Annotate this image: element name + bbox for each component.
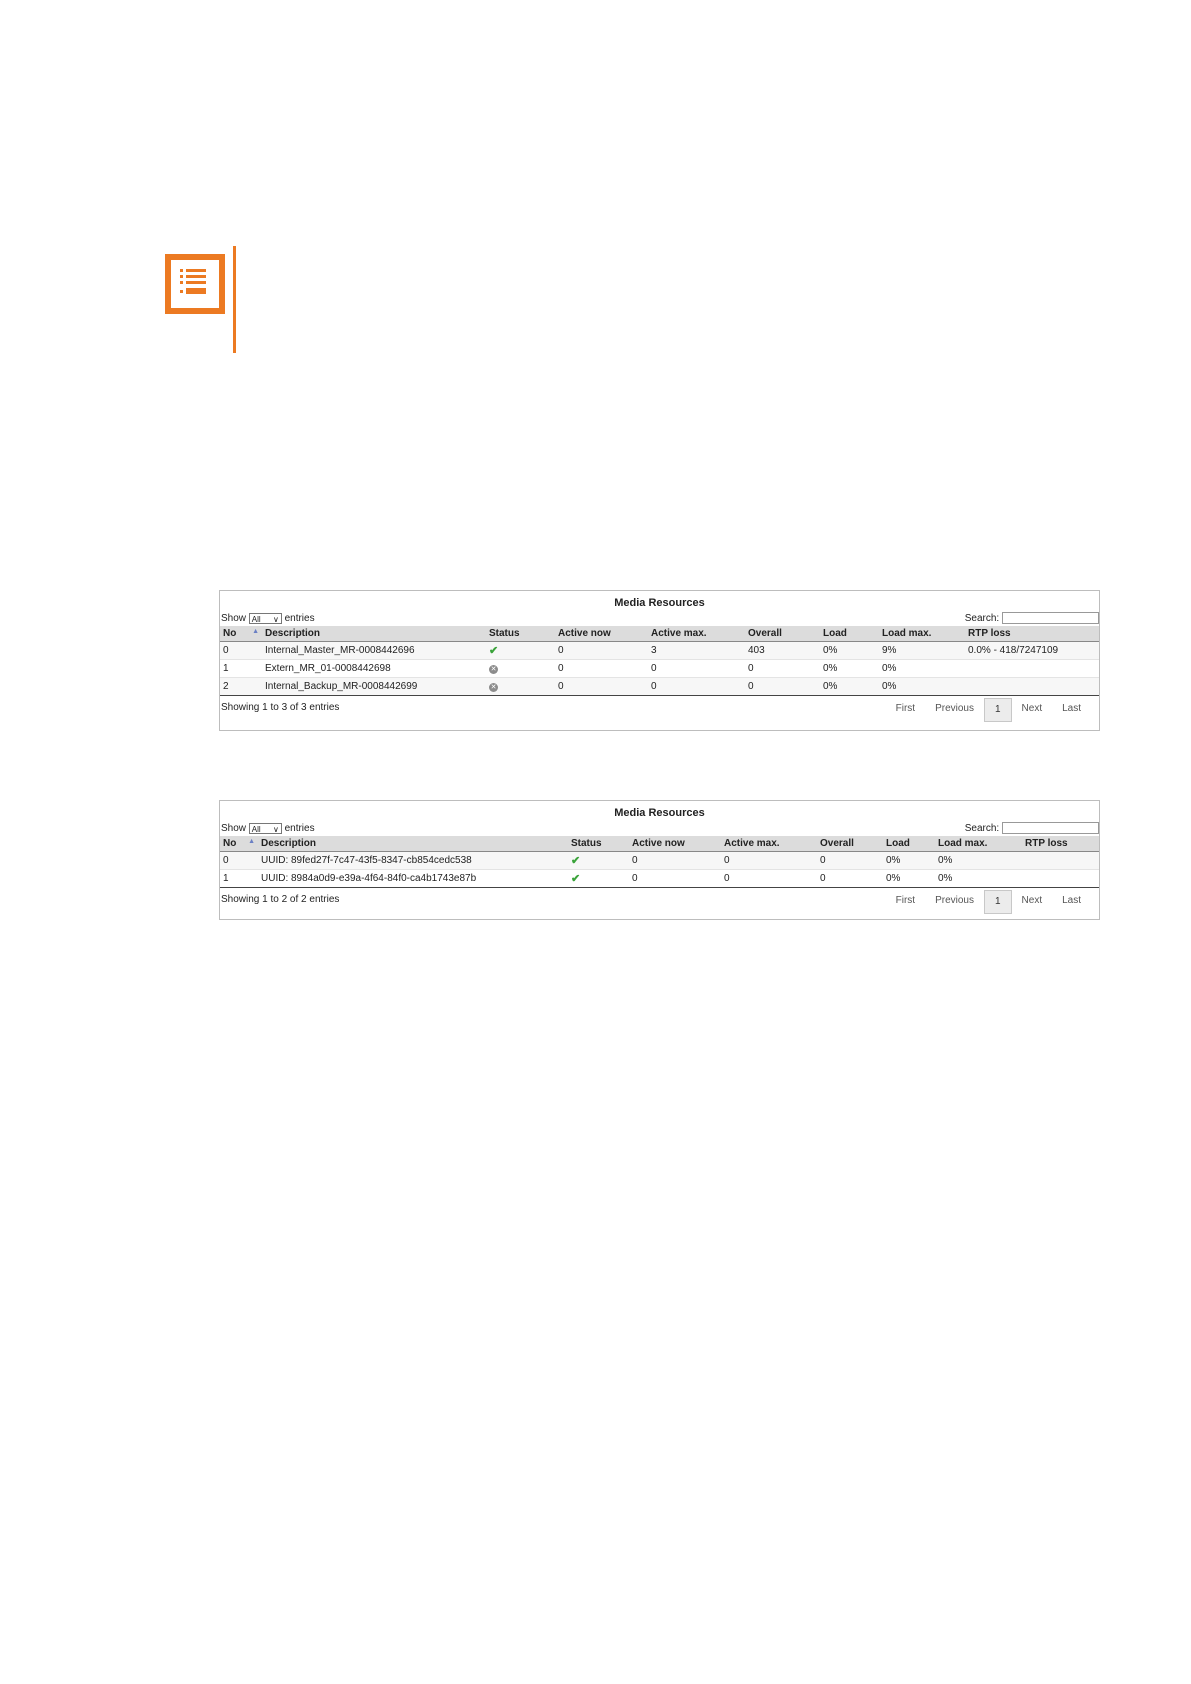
error-circle-icon: ✕ [490, 666, 497, 673]
col-header[interactable]: RTP loss [965, 626, 1099, 642]
media-resources-table [220, 836, 1099, 888]
pager-previous[interactable]: Previous [935, 703, 974, 714]
cell-active-max: 3 [648, 642, 745, 660]
cell-load-max: 0% [879, 678, 965, 696]
cell-load-max: 0% [935, 852, 1022, 870]
media-resources-panel [219, 590, 1100, 731]
panel-title: Media Resources [614, 597, 705, 609]
cell-description: UUID: 8984a0d9-e39a-4f64-84f0-ca4b1743e87b [258, 870, 568, 888]
cell-active-now: 0 [629, 870, 721, 888]
pager-next[interactable]: Next [1021, 895, 1043, 906]
col-header[interactable]: Load max. [879, 626, 965, 642]
cell-active-now: 0 [555, 660, 648, 678]
show-entries: Show All ∨ entries [221, 823, 315, 834]
panel-title: Media Resources [614, 807, 705, 819]
cell-status [568, 852, 629, 870]
note-divider [233, 246, 236, 353]
cell-load: 0% [820, 642, 879, 660]
col-header[interactable]: Active max. [721, 836, 817, 852]
cell-rtp-loss [1022, 870, 1099, 888]
cell-description: Internal_Master_MR-0008442696 [262, 642, 486, 660]
cell-load: 0% [883, 852, 935, 870]
search: Search: [965, 611, 1099, 626]
pagination [886, 698, 1091, 722]
col-header[interactable]: Description [262, 626, 486, 642]
cell-active-now: 0 [555, 642, 648, 660]
col-header[interactable]: Load [820, 626, 879, 642]
cell-active-max: 0 [721, 852, 817, 870]
cell-overall: 403 [745, 642, 820, 660]
cell-active-max: 0 [648, 660, 745, 678]
show-entries: Show All ∨ entries [221, 613, 315, 624]
cell-active-max: 0 [648, 678, 745, 696]
pager-first[interactable]: First [895, 895, 916, 906]
sort-asc-icon: ▲ [252, 628, 259, 635]
cell-load: 0% [883, 870, 935, 888]
cell-rtp-loss [965, 678, 1099, 696]
table-row [220, 678, 1099, 696]
cell-status [486, 678, 555, 696]
col-header[interactable]: Active max. [648, 626, 745, 642]
cell-description: Extern_MR_01-0008442698 [262, 660, 486, 678]
cell-overall: 0 [817, 852, 883, 870]
table-info: Showing 1 to 3 of 3 entries [221, 702, 340, 713]
cell-load-max: 0% [935, 870, 1022, 888]
cell-active-now: 0 [555, 678, 648, 696]
col-header[interactable]: Active now [629, 836, 721, 852]
cell-no: 0 [220, 852, 258, 870]
media-resources-panel [219, 800, 1100, 920]
cell-no: 0 [220, 642, 262, 660]
col-header[interactable]: Overall [745, 626, 820, 642]
col-header[interactable]: Description [258, 836, 568, 852]
pager-last[interactable]: Last [1062, 895, 1081, 906]
col-header[interactable]: Active now [555, 626, 648, 642]
table-header [220, 836, 1099, 852]
entries-select[interactable]: All ∨ [249, 823, 282, 834]
col-header[interactable]: Load [883, 836, 935, 852]
pager-previous[interactable]: Previous [935, 895, 974, 906]
cell-load-max: 0% [879, 660, 965, 678]
search: Search: [965, 821, 1099, 836]
note-list-icon [165, 254, 225, 314]
col-header[interactable]: No ▲ [220, 626, 262, 642]
table-row [220, 660, 1099, 678]
cell-overall: 0 [745, 678, 820, 696]
col-header[interactable]: Overall [817, 836, 883, 852]
table-row [220, 642, 1099, 660]
cell-status [486, 660, 555, 678]
table-info: Showing 1 to 2 of 2 entries [221, 894, 340, 905]
entries-select[interactable]: All ∨ [249, 613, 282, 624]
pager-current-page[interactable]: 1 [984, 698, 1012, 722]
search-input[interactable] [1002, 612, 1099, 624]
check-icon: ✔ [489, 645, 499, 657]
table-header [220, 626, 1099, 642]
cell-no: 1 [220, 660, 262, 678]
cell-description: UUID: 89fed27f-7c47-43f5-8347-cb854cedc538 [258, 852, 568, 870]
cell-rtp-loss [965, 660, 1099, 678]
cell-active-now: 0 [629, 852, 721, 870]
check-icon: ✔ [571, 855, 581, 867]
cell-load: 0% [820, 660, 879, 678]
cell-status [568, 870, 629, 888]
pager-next[interactable]: Next [1021, 703, 1043, 714]
pager-first[interactable]: First [895, 703, 916, 714]
error-circle-icon: ✕ [490, 684, 497, 691]
chevron-down-icon: ∨ [272, 824, 279, 834]
col-header[interactable]: RTP loss [1022, 836, 1099, 852]
cell-no: 2 [220, 678, 262, 696]
col-header[interactable]: Status [568, 836, 629, 852]
table-row [220, 870, 1099, 888]
cell-no: 1 [220, 870, 258, 888]
col-header[interactable]: Status [486, 626, 555, 642]
cell-load: 0% [820, 678, 879, 696]
pagination [886, 890, 1091, 914]
check-icon: ✔ [571, 873, 581, 885]
cell-rtp-loss [1022, 852, 1099, 870]
chevron-down-icon: ∨ [272, 614, 279, 624]
media-resources-table [220, 626, 1099, 696]
sort-asc-icon: ▲ [248, 838, 255, 845]
col-header[interactable]: Load max. [935, 836, 1022, 852]
table-row [220, 852, 1099, 870]
col-header[interactable]: No ▲ [220, 836, 258, 852]
pager-last[interactable]: Last [1062, 703, 1081, 714]
cell-active-max: 0 [721, 870, 817, 888]
pager-current-page[interactable]: 1 [984, 890, 1012, 914]
cell-status [486, 642, 555, 660]
cell-rtp-loss: 0.0% - 418/7247109 [965, 642, 1099, 660]
cell-overall: 0 [817, 870, 883, 888]
cell-overall: 0 [745, 660, 820, 678]
search-input[interactable] [1002, 822, 1099, 834]
cell-load-max: 9% [879, 642, 965, 660]
cell-description: Internal_Backup_MR-0008442699 [262, 678, 486, 696]
